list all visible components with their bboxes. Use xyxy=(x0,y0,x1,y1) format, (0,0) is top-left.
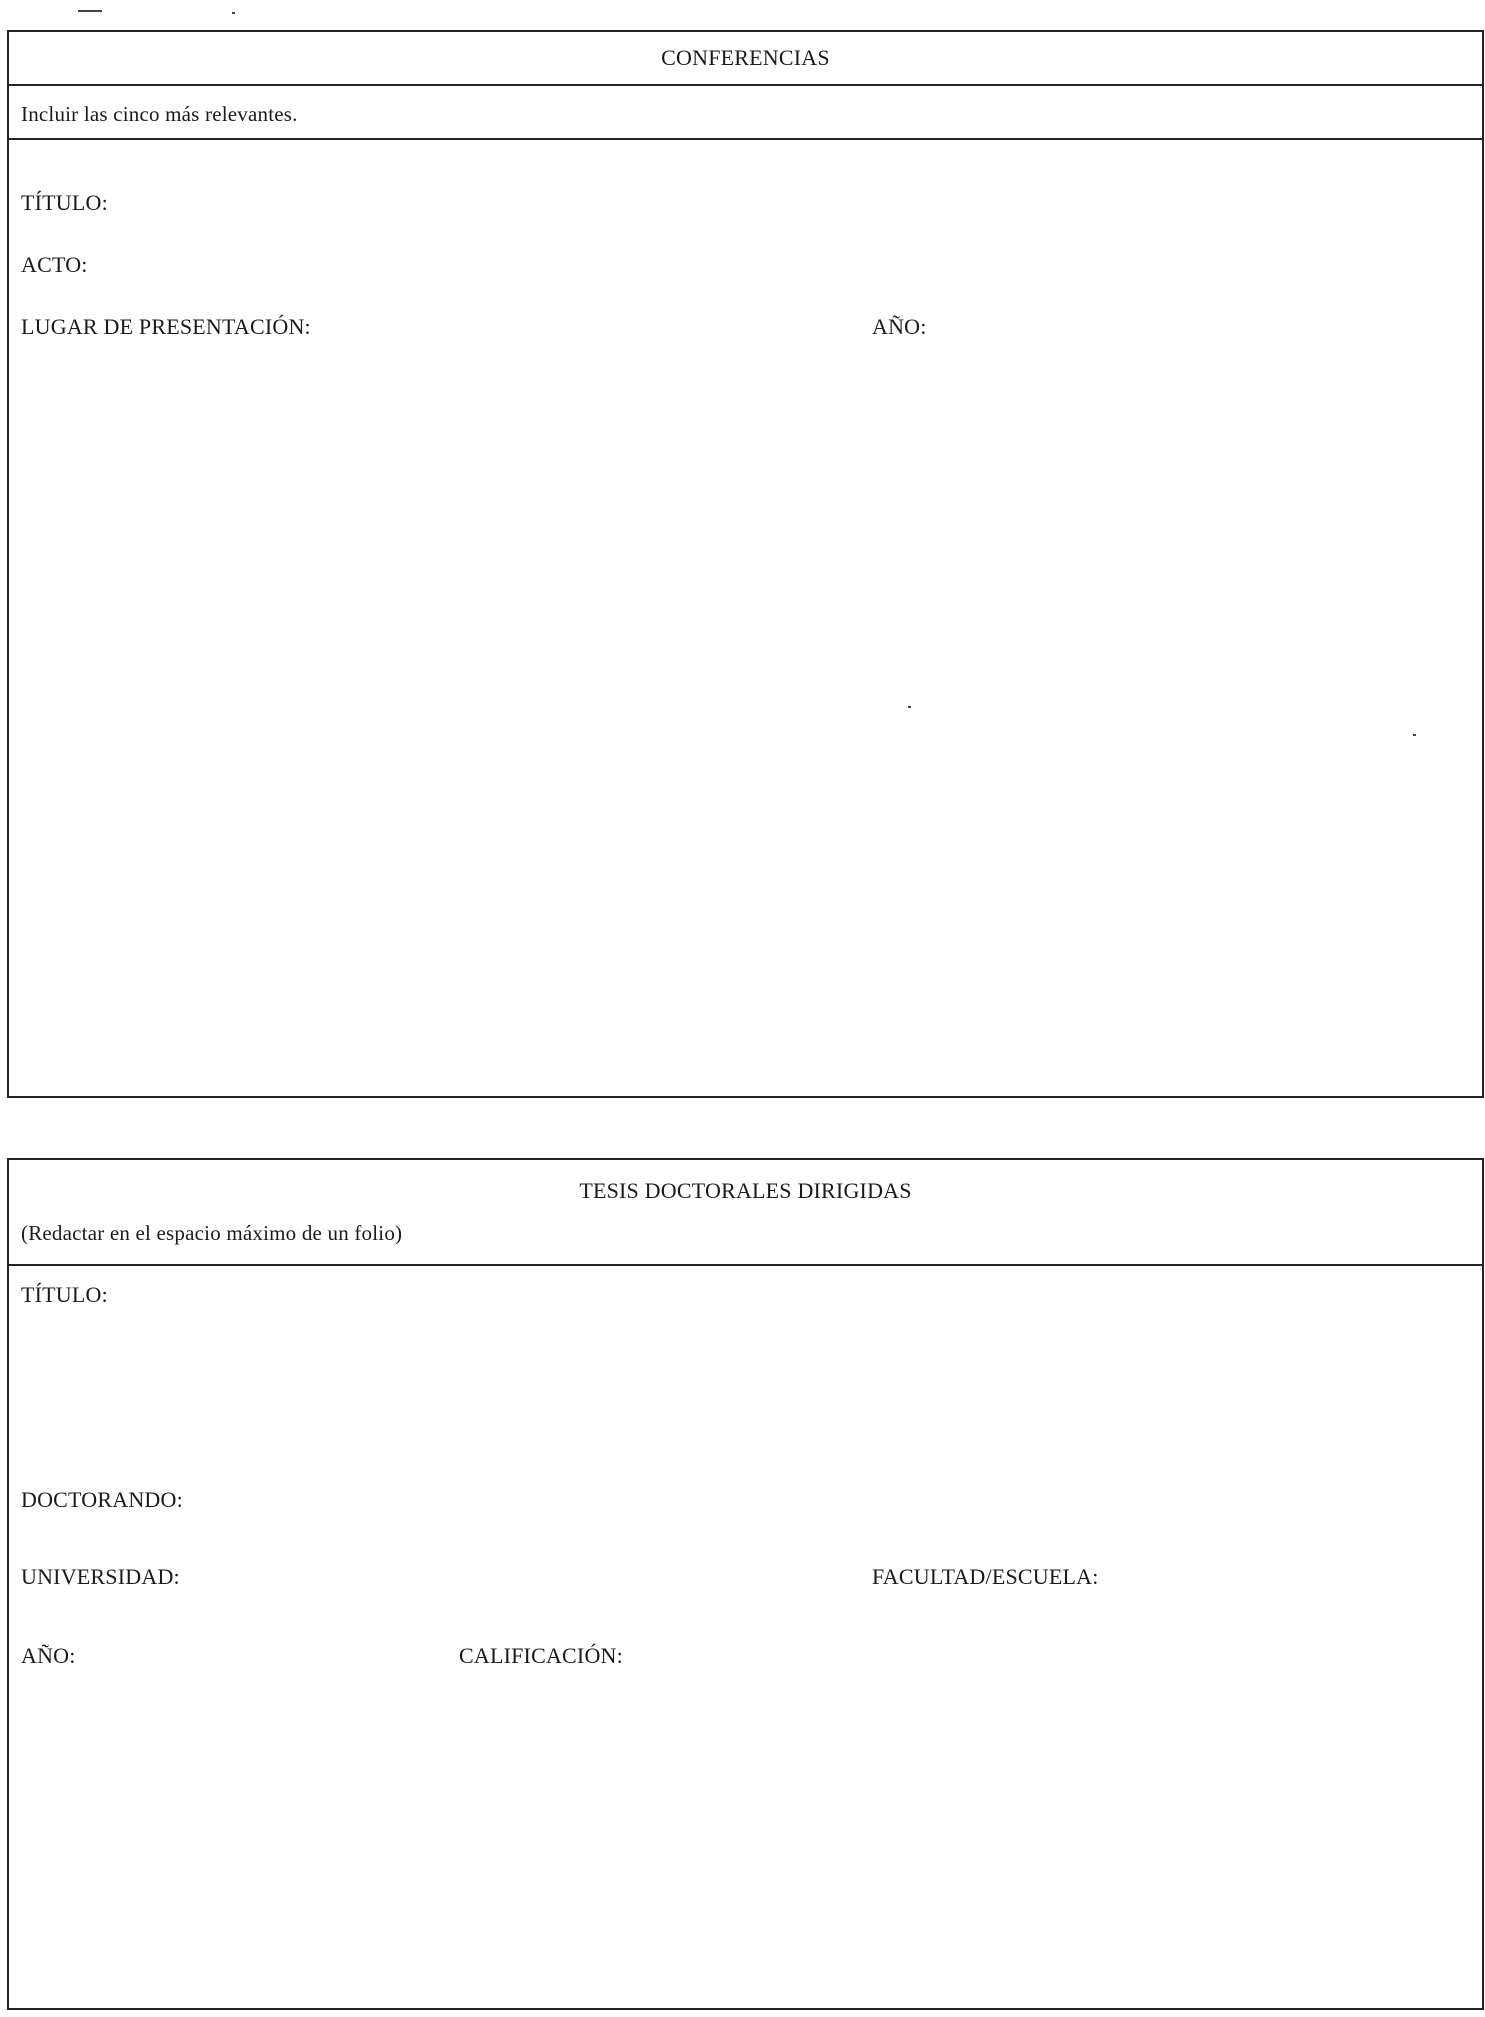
field-lugar-label: LUGAR DE PRESENTACIÓN: xyxy=(21,314,311,339)
tesis-section xyxy=(7,1158,1484,2010)
field-universidad-label: UNIVERSIDAD: xyxy=(21,1564,180,1589)
field-titulo-label: TÍTULO: xyxy=(21,190,108,215)
section-instruction: (Redactar en el espacio máximo de un folio) xyxy=(21,1221,403,1245)
field-anio-label: AÑO: xyxy=(872,314,927,339)
field-facultad-label: FACULTAD/ESCUELA: xyxy=(872,1564,1099,1589)
field-titulo-label: TÍTULO: xyxy=(21,1282,108,1307)
field-anio-label: AÑO: xyxy=(21,1643,76,1668)
divider xyxy=(9,1264,1482,1266)
divider xyxy=(9,84,1482,86)
section-instruction: Incluir las cinco más relevantes. xyxy=(21,102,298,126)
scan-mark xyxy=(78,10,102,12)
field-calificacion-label: CALIFICACIÓN: xyxy=(459,1643,623,1668)
section-title: CONFERENCIAS xyxy=(661,45,830,70)
scan-mark xyxy=(232,12,235,14)
field-acto-label: ACTO: xyxy=(21,252,88,277)
conferencias-section xyxy=(7,30,1484,1098)
divider xyxy=(9,138,1482,140)
field-doctorando-label: DOCTORANDO: xyxy=(21,1487,183,1512)
section-title: TESIS DOCTORALES DIRIGIDAS xyxy=(579,1178,912,1203)
